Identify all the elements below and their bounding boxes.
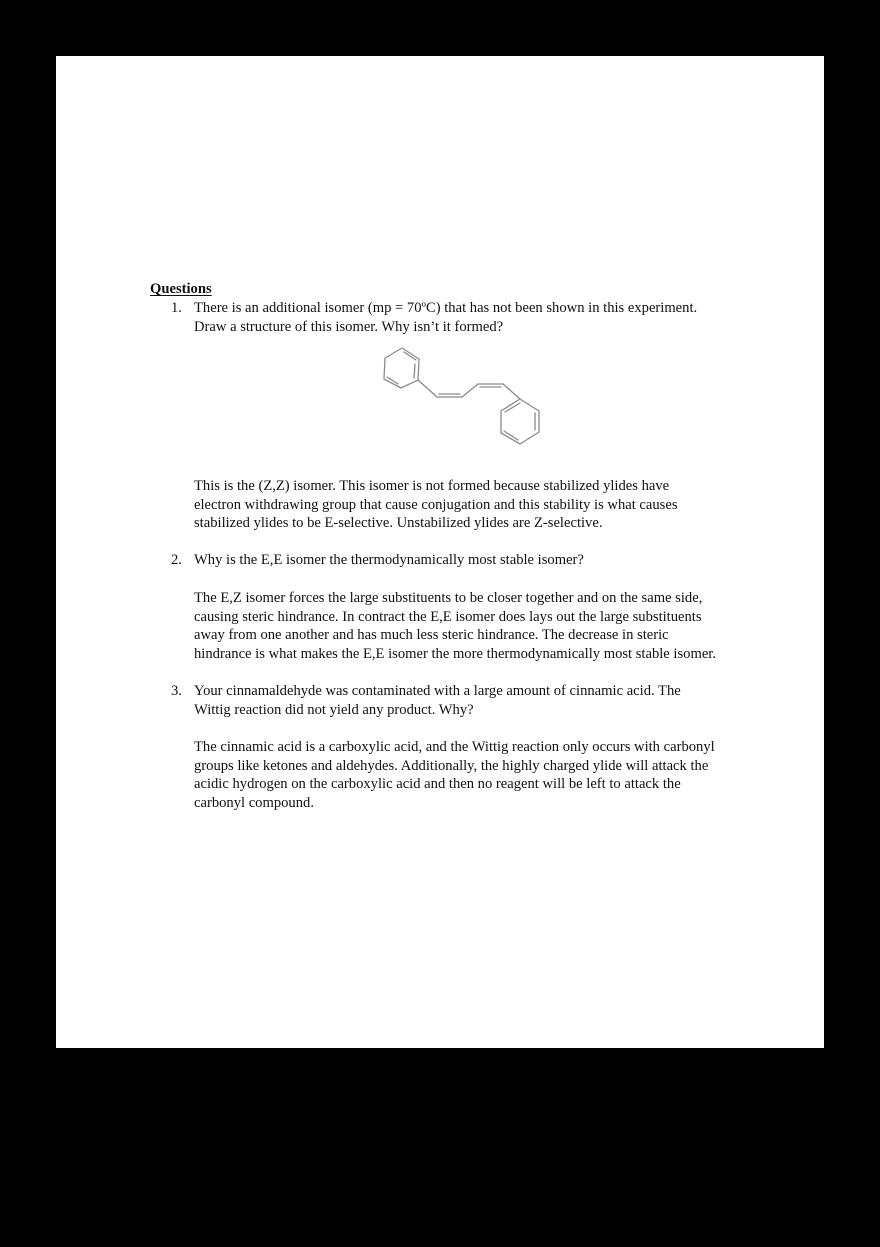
answer-line: electron withdrawing group that cause conjugation and this stability is what causes [194, 496, 678, 513]
answer-line: The cinnamic acid is a carboxylic acid, and the Wittig reaction only occurs with carbonyl [194, 739, 715, 755]
question-line: Your cinnamaldehyde was contaminated with a large amount of cinnamic acid. The [194, 683, 681, 699]
answer-2 [194, 589, 794, 664]
section-heading: Questions [150, 281, 212, 297]
answer-line: hindrance is what makes the E,E isomer the more thermodynamically most stable isomer. [194, 646, 716, 663]
question-3-text [194, 682, 794, 719]
answer-line: carbonyl compound. [194, 795, 314, 812]
answer-line: groups like ketones and aldehydes. Additionally, the highly charged ylide will attack the [194, 757, 709, 774]
zz-isomer-structure-figure [374, 341, 544, 453]
document-content [56, 56, 824, 1048]
answer-line: The E,Z isomer forces the large substituents to be closer together and on the same side, [194, 590, 703, 606]
question-2-text [194, 551, 794, 570]
question-line: Why is the E,E isomer the thermodynamically most stable isomer? [194, 552, 584, 568]
answer-line: This is the (Z,Z) isomer. This isomer is not formed because stabilized ylides have [194, 478, 670, 494]
answer-3 [194, 738, 794, 813]
question-2-number: 2. [171, 552, 182, 568]
question-line: Wittig reaction did not yield any product. Why? [194, 701, 474, 718]
question-line: Draw a structure of this isomer. Why isn’t it formed? [194, 318, 504, 335]
question-line: There is an additional isomer (mp = 70ºC) that has not been shown in this experiment. [194, 300, 698, 316]
document-page [56, 56, 824, 1048]
question-1-text [194, 299, 794, 336]
answer-line: causing steric hindrance. In contract the E,E isomer does lays out the large substituents [194, 608, 702, 625]
question-1-number: 1. [171, 300, 182, 316]
answer-line: stabilized ylides to be E-selective. Unstabilized ylides are Z-selective. [194, 515, 603, 532]
answer-line: acidic hydrogen on the carboxylic acid and then no reagent will be left to attack the [194, 776, 681, 793]
answer-line: away from one another and has much less steric hindrance. The decrease in steric [194, 627, 669, 644]
answer-1 [194, 477, 794, 533]
question-3-number: 3. [171, 683, 182, 699]
